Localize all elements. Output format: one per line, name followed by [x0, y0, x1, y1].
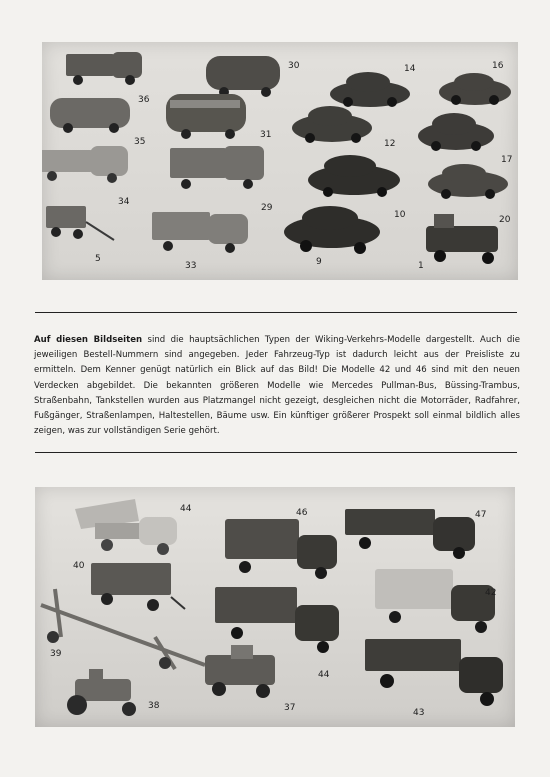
model-number-label: 9: [316, 257, 322, 267]
model-farm-tractor-38: [67, 669, 136, 716]
model-truck-33: [152, 212, 248, 253]
model-car-14: [330, 72, 410, 107]
model-number-label: 12: [384, 139, 396, 149]
model-number-label: 14: [404, 64, 416, 74]
description-lead: Auf diesen Bildseiten: [34, 335, 143, 345]
model-car-12: [292, 106, 372, 143]
model-car-16: [439, 73, 511, 105]
model-truck-29: [170, 146, 264, 189]
model-number-label: 34: [118, 197, 130, 207]
model-car-17: [418, 113, 494, 151]
model-covered-truck-42: [375, 569, 495, 633]
model-bus-31: [166, 94, 246, 139]
model-number-label: 40: [73, 561, 85, 571]
model-car-10: [308, 155, 400, 197]
model-number-label: 16: [492, 61, 504, 71]
model-number-label: 44: [180, 504, 192, 514]
model-number-label: 10: [394, 210, 406, 220]
divider-bottom: [35, 452, 517, 453]
model-number-label: 33: [185, 261, 197, 271]
model-van-35: [50, 98, 130, 133]
model-covered-truck-46: [225, 519, 337, 579]
model-number-label: 29: [261, 203, 273, 213]
top-vehicle-photo: [42, 42, 518, 280]
model-number-label: 42: [485, 588, 497, 598]
top-photo-vehicles: [42, 42, 518, 280]
bottom-vehicle-photo: [35, 487, 515, 727]
model-number-label: 37: [284, 703, 296, 713]
model-number-label: 30: [288, 61, 300, 71]
model-number-label: 1: [418, 261, 424, 271]
model-car-9: [284, 206, 380, 254]
model-truck-36: [66, 52, 142, 85]
bottom-photo-vehicles: [35, 487, 515, 727]
model-number-label: 17: [501, 155, 513, 165]
description-text: sind die hauptsächlichen Typen der Wiking-Verkehrs-Modelle dargestellt. Auch die jeweiligen Bestell-Nummern sind angegeben. Jeder Fahrzeug-Typ ist dadurch leicht aus der Preisliste zu ermitteln. Dem Kenner genügt natürlich ein Blick auf das Bild! Die Modelle 42 und 46 sind mit den neuen Verdecken abgebildet. Die bekannten größeren Modelle wie Mercedes Pullman-Bus, Büssing-Trambus, Straßenbahn, Tankstellen wurden aus Platzmangel nicht gezeigt, desgleichen nicht die Motorräder, Radfahrer, Fußgänger, Straßenlampen, Haltestellen, Bäume usw. Ein künftiger größerer Prospekt soll einmal bildlich alles zeigen, was zur vollständigen Serie gehört.: [34, 335, 520, 437]
model-number-label: 43: [413, 708, 425, 718]
model-number-label: 38: [148, 701, 160, 711]
model-number-label: 35: [134, 137, 146, 147]
model-tipper-44: [75, 499, 177, 555]
model-log-trailer-39: [41, 589, 205, 669]
model-number-label: 31: [260, 130, 272, 140]
model-number-label: 46: [296, 508, 308, 518]
model-number-label: 39: [50, 649, 62, 659]
model-number-label: 20: [499, 215, 511, 225]
model-jeep-1: [426, 214, 498, 264]
model-truck-43: [365, 639, 503, 706]
model-tractor-37: [205, 645, 275, 698]
model-number-label: 36: [138, 95, 150, 105]
model-number-label: 44: [318, 670, 330, 680]
model-truck-44: [215, 587, 339, 653]
model-van-30: [206, 56, 280, 97]
model-truck-47: [345, 509, 475, 559]
model-trailer-40: [91, 563, 185, 611]
model-trailer-5: [46, 206, 114, 240]
description-paragraph: [34, 333, 520, 439]
divider-top: [35, 312, 517, 313]
model-number-label: 47: [475, 510, 487, 520]
model-car-20: [428, 164, 508, 199]
model-pickup-34: [42, 146, 128, 183]
model-number-label: 5: [95, 254, 101, 264]
